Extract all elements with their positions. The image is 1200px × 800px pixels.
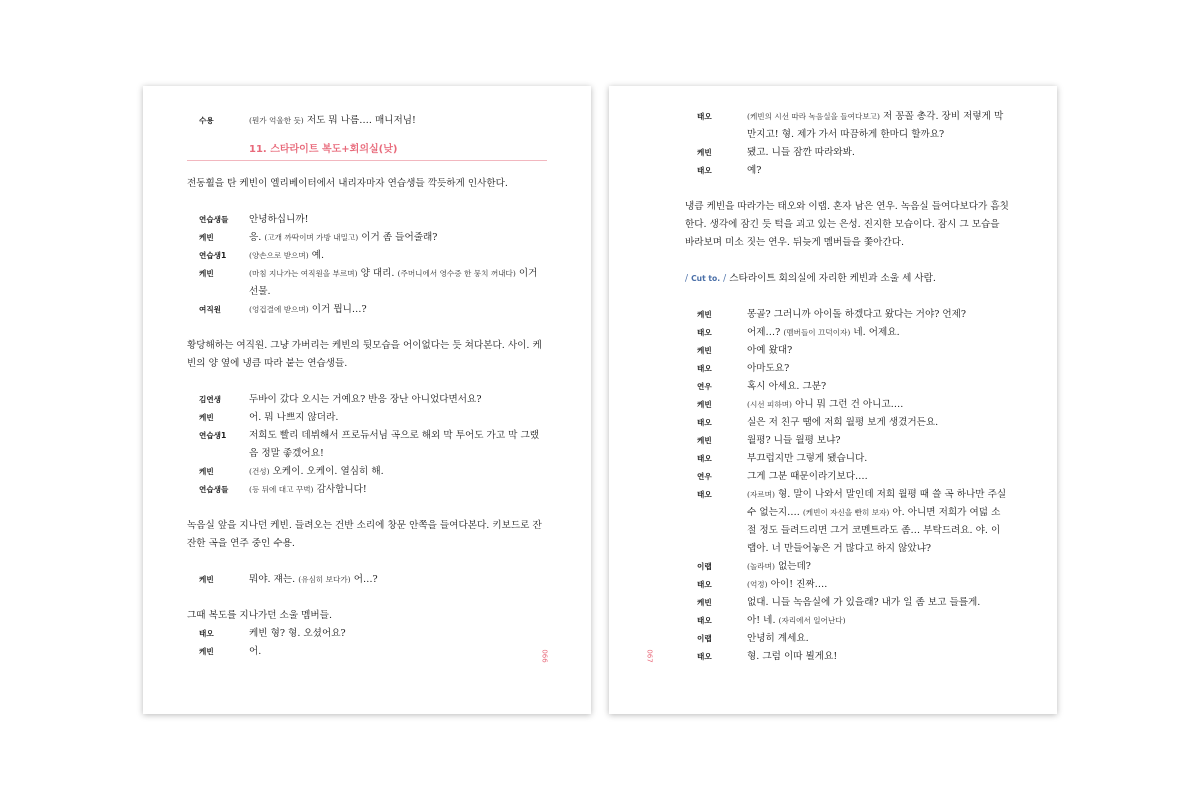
stage-direction: (멤버들이 끄덕이자) xyxy=(783,328,851,337)
dialogue-text: (뭔가 억울한 듯) 저도 뭐 나름…. 매니저님! xyxy=(249,115,416,126)
dialogue-text: (양손으로 받으며) 예. xyxy=(249,250,325,261)
stage-direction: (자르며) xyxy=(747,490,775,499)
speaker-name: 태오 xyxy=(697,490,712,499)
dialogue-text: 부끄럽지만 그렇게 됐습니다. xyxy=(747,453,868,464)
speaker-name: 태오 xyxy=(697,364,712,373)
dialogue-line xyxy=(685,450,1009,468)
action-paragraph: 그때 복도를 지나가던 소울 멤버들. xyxy=(187,610,332,621)
stage-direction: (양손으로 받으며) xyxy=(249,251,309,260)
speaker-name: 여직원 xyxy=(199,305,222,314)
speaker-name: 태오 xyxy=(697,166,712,175)
dialogue-text: (케빈의 시선 따라 녹음실을 들여다보고) 저 꽁꼴 총각. 장비 저렇게 막 만지고! 형. 제가 가서 따끔하게 한마디 할까요? xyxy=(747,111,1004,140)
dialogue-line xyxy=(187,409,547,427)
dialogue-text: 아! 네. (자리에서 일어난다) xyxy=(747,615,846,626)
speaker-name: 태오 xyxy=(697,418,712,427)
action-paragraph: 전동휠을 탄 케빈이 엘리베이터에서 내리자마자 연습생들 깍듯하게 인사한다. xyxy=(187,178,508,189)
dialogue-line xyxy=(187,247,547,265)
dialogue-text: 어. xyxy=(249,646,262,657)
speaker-name: 케빈 xyxy=(697,400,712,409)
dialogue-line xyxy=(685,432,1009,450)
dialogue-line xyxy=(187,391,547,409)
speaker-name: 태오 xyxy=(697,454,712,463)
speaker-name: 김연생 xyxy=(199,395,222,404)
dialogue-line xyxy=(187,625,547,643)
dialogue-text: 혹시 아세요. 그분? xyxy=(747,381,827,392)
speaker-name: 태오 xyxy=(199,629,214,638)
dialogue-text: 안녕히 계세요. xyxy=(747,633,809,644)
dialogue-line xyxy=(685,144,1009,162)
stage-direction: (케빈의 시선 따라 녹음실을 들여다보고) xyxy=(747,112,880,121)
page-number: 066 xyxy=(540,649,549,663)
speaker-name: 태오 xyxy=(697,112,712,121)
dialogue-line xyxy=(187,265,547,301)
speaker-name: 케빈 xyxy=(199,467,214,476)
dialogue-text: 아마도요? xyxy=(747,363,790,374)
dialogue-line xyxy=(685,576,1009,594)
stage-direction: (놀라며) xyxy=(747,562,775,571)
dialogue-line xyxy=(187,571,547,589)
speaker-name: 케빈 xyxy=(697,346,712,355)
dialogue-text: (놀라며) 없는데? xyxy=(747,561,811,572)
dialogue-text: 아예 왔대? xyxy=(747,345,793,356)
dialogue-line xyxy=(685,630,1009,648)
speaker-name: 연습생들 xyxy=(199,485,229,494)
dialogue-line xyxy=(685,360,1009,378)
dialogue-text: 뭐야. 쟤는. (유심히 보다가) 어…? xyxy=(249,574,378,585)
speaker-name: 연습생들 xyxy=(199,215,229,224)
action-paragraph: 냉큼 케빈을 따라가는 태오와 이랩. 혼자 남은 연우. 녹음실 들여다보다가 흠칫한다. 생각에 잠긴 듯 턱을 괴고 있는 은성. 진지한 모습이다. 잠시 그 모습을 바라보며 미소 짓는 연우. 뒤늦게 멤버들을 쫓아간다. xyxy=(685,201,1009,248)
dialogue-line xyxy=(685,324,1009,342)
cut-to-line xyxy=(685,270,1009,288)
speaker-name: 수용 xyxy=(199,116,214,125)
dialogue-line xyxy=(685,558,1009,576)
dialogue-text: (건성) 오케이. 오케이. 열심히 해. xyxy=(249,466,384,477)
dialogue-text: 됐고. 니들 잠깐 따라와봐. xyxy=(747,147,855,158)
speaker-name: 케빈 xyxy=(199,647,214,656)
speaker-name: 태오 xyxy=(697,616,712,625)
stage-direction: (케빈이 자신을 빤히 보자) xyxy=(802,508,890,517)
dialogue-text: 안녕하십니까! xyxy=(249,214,309,225)
dialogue-line xyxy=(685,414,1009,432)
dialogue-text: 어제…? (멤버들이 끄덕이자) 네. 어제요. xyxy=(747,327,900,338)
right-page xyxy=(609,86,1057,714)
dialogue-text: (마침 지나가는 여직원을 부르며) 양 대리. (주머니에서 영수증 한 뭉치 꺼내다) 이거 선물. xyxy=(249,268,538,297)
dialogue-text: 실은 저 친구 땜에 저희 월평 보게 생겼거든요. xyxy=(747,417,939,428)
dialogue-text: 두바이 갔다 오시는 거예요? 반응 장난 아니었다면서요? xyxy=(249,394,482,405)
stage-direction: (고개 까딱이며 가방 내밀고) xyxy=(264,233,359,242)
speaker-name: 케빈 xyxy=(199,233,214,242)
dialogue-line xyxy=(685,378,1009,396)
speaker-name: 연습생1 xyxy=(199,251,227,260)
dialogue-text: (등 뒤에 대고 꾸벅) 감사합니다! xyxy=(249,484,367,495)
stage-direction: (시선 피하며) xyxy=(747,400,793,409)
speaker-name: 이랩 xyxy=(697,562,712,571)
dialogue-line xyxy=(187,211,547,229)
speaker-name: 케빈 xyxy=(697,310,712,319)
dialogue-text: 월평? 니들 월평 보냐? xyxy=(747,435,841,446)
dialogue-line xyxy=(187,463,547,481)
speaker-name: 태오 xyxy=(697,328,712,337)
dialogue-text: 케빈 형? 형. 오셨어요? xyxy=(249,628,346,639)
page-number: 067 xyxy=(645,649,654,663)
dialogue-line xyxy=(685,342,1009,360)
right-page-content xyxy=(685,108,1009,666)
dialogue-line xyxy=(187,481,547,499)
stage-direction: (건성) xyxy=(249,467,270,476)
dialogue-text: 그게 그분 때문이라기보다…. xyxy=(747,471,868,482)
dialogue-line xyxy=(187,643,547,661)
speaker-name: 태오 xyxy=(697,580,712,589)
dialogue-text: 예? xyxy=(747,165,762,176)
stage-direction: (억정) xyxy=(747,580,768,589)
speaker-name: 연우 xyxy=(697,472,712,481)
dialogue-text: 몽골? 그러니까 아이돌 하겠다고 왔다는 거야? 언제? xyxy=(747,309,967,320)
stage-direction: (등 뒤에 대고 꾸벅) xyxy=(249,485,314,494)
stage-direction: (자리에서 일어난다) xyxy=(778,616,846,625)
scene-heading: 11. 스타라이트 복도+회의실(낮) xyxy=(187,140,547,161)
stage-direction: (유심히 보다가) xyxy=(298,575,351,584)
speaker-name: 태오 xyxy=(697,652,712,661)
dialogue-line xyxy=(685,648,1009,666)
dialogue-text: 응. (고개 까딱이며 가방 내밀고) 이거 좀 들어줄래? xyxy=(249,232,438,243)
dialogue-text: 어. 뭐 나쁘지 않더라. xyxy=(249,412,339,423)
speaker-name: 케빈 xyxy=(697,598,712,607)
dialogue-text: (억정) 아이! 진짜…. xyxy=(747,579,828,590)
dialogue-line xyxy=(685,612,1009,630)
dialogue-line xyxy=(685,594,1009,612)
dialogue-line xyxy=(685,162,1009,180)
stage-direction: (마침 지나가는 여직원을 부르며) xyxy=(249,269,358,278)
cut-to-label: Cut to. xyxy=(691,274,721,283)
dialogue-line xyxy=(187,229,547,247)
cut-to-text: 스타라이트 회의실에 자리한 케빈과 소울 세 사람. xyxy=(729,273,936,284)
action-paragraph: 황당해하는 여직원. 그냥 가버리는 케빈의 뒷모습을 어이없다는 듯 쳐다본다. 사이. 케빈의 양 옆에 냉큼 따라 붙는 연습생들. xyxy=(187,340,542,369)
speaker-name: 케빈 xyxy=(199,269,214,278)
dialogue-text: 없대. 니들 녹음실에 가 있을래? 내가 일 좀 보고 들를게. xyxy=(747,597,981,608)
dialogue-line xyxy=(685,306,1009,324)
dialogue-line xyxy=(187,112,547,130)
left-page-content xyxy=(187,112,547,661)
dialogue-line xyxy=(685,396,1009,414)
dialogue-text: 저희도 빨리 데뷔해서 프로듀서님 곡으로 해외 막 투어도 가고 막 그랬음 정말 좋겠어요! xyxy=(249,430,539,459)
dialogue-text: (자르며) 형. 말이 나와서 말인데 저희 월평 때 쓸 곡 하나만 주실 수 없는지…. (케빈이 자신을 빤히 보자) 아. 아니면 저희가 여덟 소절 정도 들려드리면 그거 코멘트라도 좀… 부탁드려요. 야. 이랩아. 너 만들어놓은 거 많다고 하지 않았냐? xyxy=(747,489,1007,554)
cut-slash: / xyxy=(723,274,727,284)
speaker-name: 케빈 xyxy=(199,575,214,584)
dialogue-line xyxy=(187,427,547,463)
cut-slash: / xyxy=(685,274,689,284)
dialogue-line xyxy=(187,301,547,319)
speaker-name: 연우 xyxy=(697,382,712,391)
speaker-name: 이랩 xyxy=(697,634,712,643)
speaker-name: 케빈 xyxy=(199,413,214,422)
dialogue-text: 형. 그럼 이따 뵐게요! xyxy=(747,651,838,662)
stage-direction: (주머니에서 영수증 한 뭉치 꺼내다) xyxy=(397,269,516,278)
speaker-name: 케빈 xyxy=(697,436,712,445)
speaker-name: 연습생1 xyxy=(199,431,227,440)
speaker-name: 케빈 xyxy=(697,148,712,157)
dialogue-line xyxy=(685,108,1009,144)
dialogue-text: (엉겁결에 받으며) 이거 뭡니…? xyxy=(249,304,367,315)
dialogue-line xyxy=(685,486,1009,558)
stage-direction: (엉겁결에 받으며) xyxy=(249,305,309,314)
stage-direction: (뭔가 억울한 듯) xyxy=(249,116,304,125)
action-paragraph: 녹음실 앞을 지나던 케빈. 들려오는 건반 소리에 창문 안쪽을 들여다본다. 키보드로 잔잔한 곡을 연주 중인 수용. xyxy=(187,520,542,549)
left-page xyxy=(143,86,591,714)
dialogue-line xyxy=(685,468,1009,486)
dialogue-text: (시선 피하며) 아니 뭐 그런 건 아니고…. xyxy=(747,399,904,410)
